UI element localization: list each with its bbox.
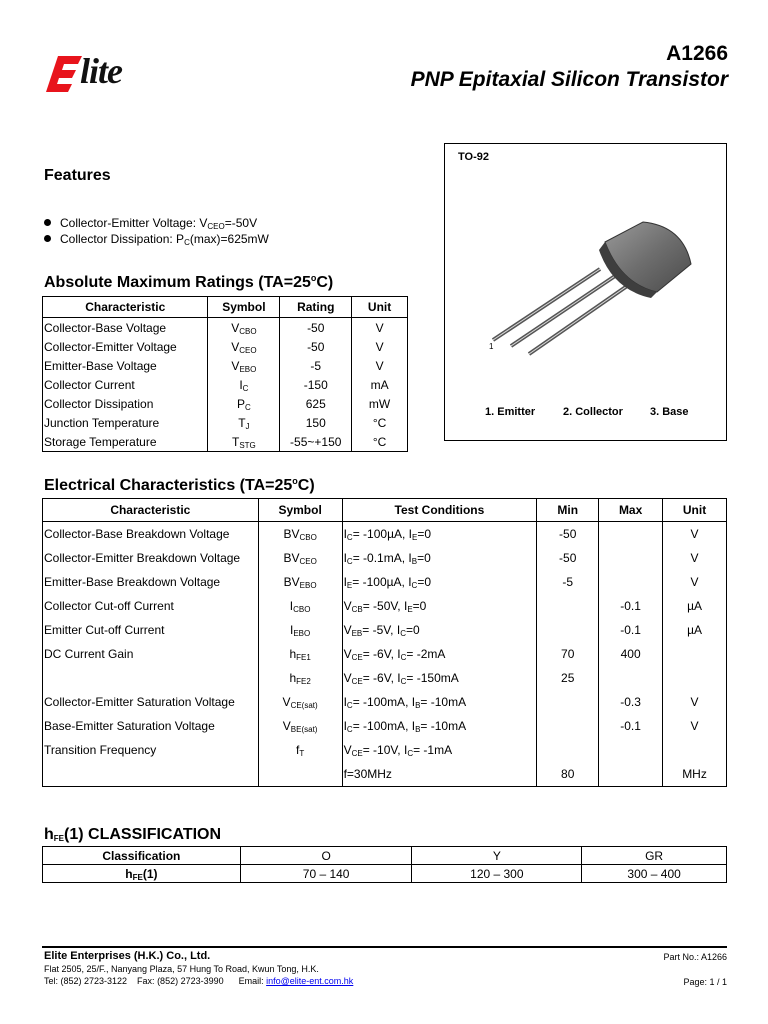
table-row xyxy=(43,666,727,690)
unit-cell: V xyxy=(663,522,727,547)
characteristic-cell: Collector-Base Breakdown Voltage xyxy=(43,522,259,547)
unit-cell xyxy=(663,666,727,690)
test-condition-cell: $I_C= -100mA$, $I_B= -10mA$ xyxy=(342,690,537,714)
characteristic-cell: Collector-Emitter Breakdown Voltage xyxy=(43,546,259,570)
characteristic-cell: Emitter-Base Voltage xyxy=(43,356,208,375)
characteristic-cell: Collector Cut-off Current xyxy=(43,594,259,618)
characteristic-cell: Collector-Emitter Voltage xyxy=(43,337,208,356)
unit-cell: V xyxy=(663,546,727,570)
elec-char-table xyxy=(42,498,727,787)
email-link[interactable]: info@elite-ent.com.hk xyxy=(266,976,354,986)
part-number: A1266 xyxy=(666,42,728,65)
footer-part-no: Part No.: A1266 xyxy=(663,952,727,962)
symbol-cell: $h_{FE1}$ xyxy=(258,642,342,666)
min-cell: 70 xyxy=(537,642,599,666)
table-row xyxy=(43,738,727,762)
max-cell: -0.1 xyxy=(599,618,663,642)
feature-item: Collector Dissipation: $P_C(\max)=625mW$ xyxy=(44,232,269,246)
characteristic-cell: DC Current Gain xyxy=(43,642,259,666)
package-drawing xyxy=(444,143,727,441)
symbol-cell xyxy=(258,762,342,787)
column-header: Unit xyxy=(352,297,408,318)
footer-contact: Tel: (852) 2723-3122 Fax: (852) 2723-3990 Email: info@elite-ent.com.hk xyxy=(44,976,354,986)
characteristic-cell: Storage Temperature xyxy=(43,432,208,452)
min-cell xyxy=(537,690,599,714)
symbol-cell: $I_{CBO}$ xyxy=(258,594,342,618)
min-cell xyxy=(537,618,599,642)
logo-text: lite xyxy=(80,51,122,91)
hfe-label: $h_{FE}(1)$ xyxy=(43,865,241,883)
symbol-cell: $I_{EBO}$ xyxy=(258,618,342,642)
column-header: Min xyxy=(537,499,599,522)
test-condition-cell: $I_C= -100\mu A$, $I_E=0$ xyxy=(342,522,537,547)
symbol-cell: $BV_{CEO}$ xyxy=(258,546,342,570)
symbol-cell: $V_{EBO}$ xyxy=(208,356,280,375)
unit-cell: mA xyxy=(352,375,408,394)
characteristic-cell: Junction Temperature xyxy=(43,413,208,432)
max-cell xyxy=(599,522,663,547)
symbol-cell: $V_{CBO}$ xyxy=(208,318,280,338)
test-condition-cell: $I_E= -100\mu A$, $I_C=0$ xyxy=(342,570,537,594)
symbol-cell: $V_{CE(sat)}$ xyxy=(258,690,342,714)
max-cell: 400 xyxy=(599,642,663,666)
symbol-cell: $BV_{CBO}$ xyxy=(258,522,342,547)
characteristic-cell: Base-Emitter Saturation Voltage xyxy=(43,714,259,738)
column-header: Test Conditions xyxy=(342,499,537,522)
unit-cell: µA xyxy=(663,594,727,618)
footer-address: Flat 2505, 25/F., Nanyang Plaza, 57 Hung To Road, Kwun Tong, H.K. xyxy=(44,964,319,974)
test-condition-cell: $V_{CE}= -6V$, $I_C= -2mA$ xyxy=(342,642,537,666)
pin-label-base: 3. Base xyxy=(650,406,689,418)
table-row xyxy=(43,570,727,594)
min-cell xyxy=(537,738,599,762)
symbol-cell: $V_{CEO}$ xyxy=(208,337,280,356)
logo-e-icon xyxy=(44,52,84,96)
table-row xyxy=(43,394,408,413)
abs-max-title: Absolute Maximum Ratings $(TA=25^oC)$ xyxy=(44,273,334,291)
symbol-cell: $T_J$ xyxy=(208,413,280,432)
table-row xyxy=(43,337,408,356)
column-header: Symbol xyxy=(208,297,280,318)
classification-title: $h_{FE}(1)$ CLASSIFICATION xyxy=(44,826,222,843)
max-cell xyxy=(599,570,663,594)
package-title: TO-92 xyxy=(458,151,489,163)
class-o: O xyxy=(240,847,412,865)
symbol-cell: $f_T$ xyxy=(258,738,342,762)
classification-label: Classification xyxy=(43,847,241,865)
unit-cell: °C xyxy=(352,432,408,452)
test-condition-cell: $I_C= -0.1mA$, $I_B=0$ xyxy=(342,546,537,570)
bullet-icon xyxy=(44,219,51,226)
elec-char-title: Electrical Characteristics $(TA=25^oC)$ xyxy=(44,476,315,494)
unit-cell: V xyxy=(663,570,727,594)
column-header: Max xyxy=(599,499,663,522)
max-cell xyxy=(599,546,663,570)
to92-transistor-icon xyxy=(445,164,726,404)
table-row xyxy=(43,546,727,570)
footer-divider xyxy=(42,946,727,948)
table-row xyxy=(43,594,727,618)
unit-cell: V xyxy=(352,318,408,338)
footer-page: Page: 1 / 1 xyxy=(683,977,727,987)
symbol-cell: $V_{BE(sat)}$ xyxy=(258,714,342,738)
table-header-row xyxy=(43,297,408,318)
symbol-cell: $I_C$ xyxy=(208,375,280,394)
pin1-marker: 1 xyxy=(489,342,494,351)
test-condition-cell: $I_C= -100mA$, $I_B= -10mA$ xyxy=(342,714,537,738)
characteristic-cell: Collector Current xyxy=(43,375,208,394)
characteristic-cell: Collector-Base Voltage xyxy=(43,318,208,338)
table-row xyxy=(43,318,408,338)
unit-cell: V xyxy=(352,356,408,375)
min-cell: -50 xyxy=(537,522,599,547)
characteristic-cell xyxy=(43,666,259,690)
characteristic-cell: Transition Frequency xyxy=(43,738,259,762)
features-title: Features xyxy=(44,167,111,184)
pin-label-emitter: 1. Emitter xyxy=(485,406,536,418)
table-row xyxy=(43,522,727,547)
test-condition-cell: $V_{CE}= -6V$, $I_C= -150mA$ xyxy=(342,666,537,690)
symbol-cell: $h_{FE2}$ xyxy=(258,666,342,690)
table-row xyxy=(43,690,727,714)
footer-company: Elite Enterprises (H.K.) Co., Ltd. xyxy=(44,950,211,962)
feature-item: Collector-Emitter Voltage: $V_{CEO}=-50V$ xyxy=(44,216,257,230)
column-header: Characteristic xyxy=(43,499,259,522)
rating-cell: -55~+150 xyxy=(280,432,352,452)
test-condition-cell: $V_{CB}= -50V$, $I_E=0$ xyxy=(342,594,537,618)
characteristic-cell: Collector-Emitter Saturation Voltage xyxy=(43,690,259,714)
min-cell: -5 xyxy=(537,570,599,594)
table-row xyxy=(43,865,727,883)
rating-cell: 150 xyxy=(280,413,352,432)
test-condition-cell: $V_{CE}= -10V$, $I_C= -1mA$ xyxy=(342,738,537,762)
pin-label-collector: 2. Collector xyxy=(563,406,623,418)
symbol-cell: $BV_{EBO}$ xyxy=(258,570,342,594)
unit-cell xyxy=(663,738,727,762)
unit-cell xyxy=(663,642,727,666)
characteristic-cell xyxy=(43,762,259,787)
min-cell: 80 xyxy=(537,762,599,787)
rating-cell: -5 xyxy=(280,356,352,375)
table-row xyxy=(43,432,408,452)
column-header: Characteristic xyxy=(43,297,208,318)
test-condition-cell: $V_{EB}= -5V$, $I_C=0$ xyxy=(342,618,537,642)
rating-cell: 625 xyxy=(280,394,352,413)
symbol-cell: $P_C$ xyxy=(208,394,280,413)
max-cell xyxy=(599,762,663,787)
table-row xyxy=(43,413,408,432)
classification-table xyxy=(42,846,727,883)
column-header: Symbol xyxy=(258,499,342,522)
max-cell xyxy=(599,738,663,762)
company-logo xyxy=(44,52,148,96)
rating-cell: -150 xyxy=(280,375,352,394)
table-row xyxy=(43,642,727,666)
unit-cell: mW xyxy=(352,394,408,413)
hfe-range-o: 70 – 140 xyxy=(240,865,412,883)
min-cell: 25 xyxy=(537,666,599,690)
unit-cell: MHz xyxy=(663,762,727,787)
characteristic-cell: Collector Dissipation xyxy=(43,394,208,413)
unit-cell: °C xyxy=(352,413,408,432)
min-cell xyxy=(537,714,599,738)
table-row xyxy=(43,618,727,642)
table-row xyxy=(43,762,727,787)
table-row xyxy=(43,714,727,738)
column-header: Unit xyxy=(663,499,727,522)
table-header-row xyxy=(43,499,727,522)
rating-cell: -50 xyxy=(280,337,352,356)
unit-cell: V xyxy=(352,337,408,356)
unit-cell: V xyxy=(663,714,727,738)
test-condition-cell: f=30MHz xyxy=(342,762,537,787)
max-cell: -0.3 xyxy=(599,690,663,714)
symbol-cell: $T_{STG}$ xyxy=(208,432,280,452)
table-row xyxy=(43,375,408,394)
max-cell: -0.1 xyxy=(599,714,663,738)
unit-cell: V xyxy=(663,690,727,714)
bullet-icon xyxy=(44,235,51,242)
characteristic-cell: Emitter-Base Breakdown Voltage xyxy=(43,570,259,594)
document-subtitle: PNP Epitaxial Silicon Transistor xyxy=(410,68,728,91)
max-cell: -0.1 xyxy=(599,594,663,618)
unit-cell: µA xyxy=(663,618,727,642)
table-row xyxy=(43,847,727,865)
class-y: Y xyxy=(412,847,582,865)
characteristic-cell: Emitter Cut-off Current xyxy=(43,618,259,642)
column-header: Rating xyxy=(280,297,352,318)
class-gr: GR xyxy=(582,847,727,865)
rating-cell: -50 xyxy=(280,318,352,338)
min-cell xyxy=(537,594,599,618)
max-cell xyxy=(599,666,663,690)
hfe-range-y: 120 – 300 xyxy=(412,865,582,883)
hfe-range-gr: 300 – 400 xyxy=(582,865,727,883)
min-cell: -50 xyxy=(537,546,599,570)
table-row xyxy=(43,356,408,375)
abs-max-table xyxy=(42,296,408,452)
